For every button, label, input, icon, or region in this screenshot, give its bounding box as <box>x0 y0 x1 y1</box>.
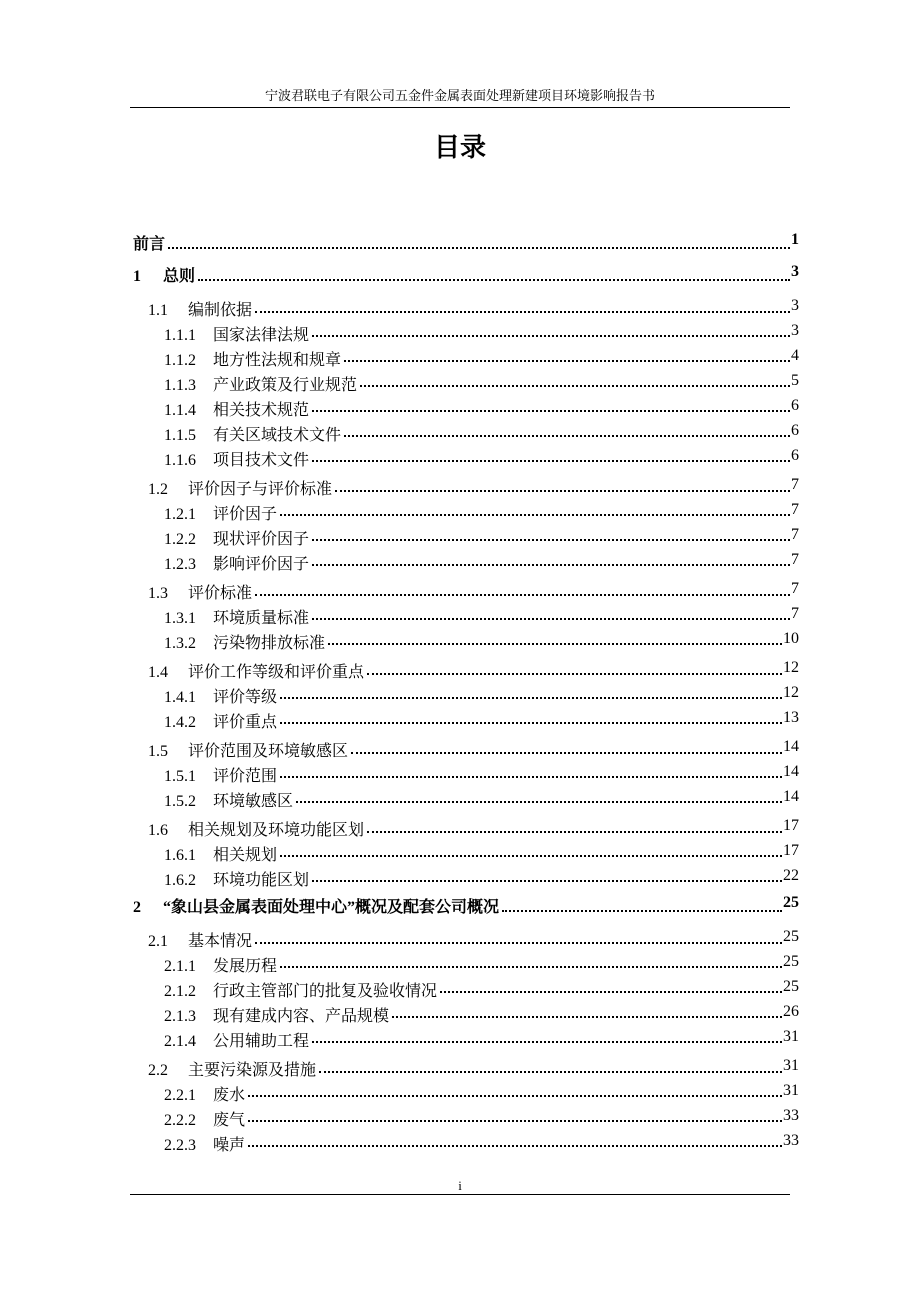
toc-entry[interactable] <box>133 974 799 999</box>
toc-entry-title: 有关区域技术文件 <box>213 427 342 444</box>
toc-entry-number: 1.4.1 <box>164 689 196 706</box>
toc-entry-number: 1.6.1 <box>164 847 196 864</box>
toc-entry-title: “象山县金属表面处理中心”概况及配套公司概况 <box>163 899 500 916</box>
toc-entry-number: 1.2.3 <box>164 556 196 573</box>
toc-entry-label <box>164 397 309 420</box>
toc-entry-page: 10 <box>783 630 799 647</box>
toc-entry-number: 1.3 <box>148 585 168 602</box>
toc-entry-label <box>164 842 277 865</box>
toc-dot-leader <box>280 722 782 724</box>
toc-entry-label <box>148 659 364 682</box>
toc-entry-page: 17 <box>783 817 799 834</box>
toc-entry-title: 噪声 <box>213 1137 246 1154</box>
toc-entry-title: 环境功能区划 <box>213 872 310 889</box>
toc-entry-number: 2.1.4 <box>164 1033 196 1050</box>
toc-entry-page: 33 <box>783 1132 799 1149</box>
toc-dot-leader <box>312 539 790 541</box>
toc-entry[interactable] <box>133 730 799 759</box>
toc-entry-title: 废水 <box>213 1087 246 1104</box>
toc-entry[interactable] <box>133 863 799 888</box>
toc-entry[interactable] <box>133 318 799 343</box>
toc-entry[interactable] <box>133 888 799 920</box>
toc-entry-number: 1.4.2 <box>164 714 196 731</box>
toc-entry[interactable] <box>133 522 799 547</box>
toc-entry-title: 总则 <box>163 268 196 285</box>
toc-entry-title: 环境质量标准 <box>213 610 310 627</box>
toc-entry-label <box>148 817 364 840</box>
toc-entry-label <box>148 1057 316 1080</box>
toc-entry-title: 评价范围 <box>213 768 278 785</box>
toc-entry-page: 25 <box>783 978 799 995</box>
toc-entry-page: 7 <box>791 476 799 493</box>
toc-dot-leader <box>360 385 790 387</box>
table-of-contents <box>133 225 799 1153</box>
toc-entry[interactable] <box>133 949 799 974</box>
toc-entry-number: 1.6 <box>148 822 168 839</box>
toc-dot-leader <box>312 618 790 620</box>
toc-entry-page: 14 <box>783 763 799 780</box>
toc-entry-label <box>164 447 309 470</box>
toc-entry-label <box>164 1003 389 1026</box>
toc-entry[interactable] <box>133 626 799 651</box>
toc-entry[interactable] <box>133 257 799 289</box>
toc-entry-title: 地方性法规和规章 <box>213 352 342 369</box>
toc-entry[interactable] <box>133 601 799 626</box>
footer-rule <box>130 1194 790 1195</box>
toc-dot-leader <box>168 247 790 249</box>
toc-entry-number: 1.5 <box>148 743 168 760</box>
toc-entry-number: 1.1.5 <box>164 427 196 444</box>
toc-dot-leader <box>280 776 782 778</box>
toc-dot-leader <box>296 801 782 803</box>
toc-entry-label <box>133 894 499 917</box>
toc-entry[interactable] <box>133 680 799 705</box>
toc-entry-page: 12 <box>783 684 799 701</box>
toc-entry[interactable] <box>133 651 799 680</box>
toc-entry[interactable] <box>133 1103 799 1128</box>
toc-entry-label <box>164 1028 309 1051</box>
toc-dot-leader <box>367 673 782 675</box>
toc-entry[interactable] <box>133 784 799 809</box>
toc-entry-page: 7 <box>791 605 799 622</box>
toc-entry-label <box>164 978 437 1001</box>
toc-entry-page: 33 <box>783 1107 799 1124</box>
toc-entry-label <box>133 231 165 254</box>
toc-entry-title: 基本情况 <box>188 933 253 950</box>
toc-entry-title: 影响评价因子 <box>213 556 310 573</box>
toc-dot-leader <box>440 991 782 993</box>
toc-entry-number: 1.3.1 <box>164 610 196 627</box>
toc-entry-number: 1.1.3 <box>164 377 196 394</box>
toc-entry-label <box>164 526 309 549</box>
toc-entry-page: 12 <box>783 659 799 676</box>
toc-entry-page: 14 <box>783 738 799 755</box>
toc-entry-label <box>164 1082 245 1105</box>
toc-entry-title: 评价标准 <box>188 585 253 602</box>
toc-entry-label <box>164 684 277 707</box>
toc-dot-leader <box>312 564 790 566</box>
toc-entry[interactable] <box>133 809 799 838</box>
toc-entry-page: 22 <box>783 867 799 884</box>
toc-entry[interactable] <box>133 418 799 443</box>
toc-entry-title: 相关规划及环境功能区划 <box>188 822 365 839</box>
toc-entry-page: 14 <box>783 788 799 805</box>
toc-entry-number: 2.1.2 <box>164 983 196 1000</box>
toc-entry-title: 环境敏感区 <box>213 793 294 810</box>
toc-entry-number: 1.2 <box>148 481 168 498</box>
toc-entry[interactable] <box>133 443 799 468</box>
toc-entry-number: 2.1.3 <box>164 1008 196 1025</box>
toc-entry[interactable] <box>133 999 799 1024</box>
toc-entry-number: 1.6.2 <box>164 872 196 889</box>
toc-dot-leader <box>280 514 790 516</box>
toc-entry-title: 国家法律法规 <box>213 327 310 344</box>
toc-entry-number: 2.2.2 <box>164 1112 196 1129</box>
toc-entry[interactable] <box>133 468 799 497</box>
toc-entry-title: 评价重点 <box>213 714 278 731</box>
toc-entry-label <box>164 501 277 524</box>
toc-entry-title: 主要污染源及措施 <box>188 1062 317 1079</box>
toc-entry-number: 2.1.1 <box>164 958 196 975</box>
toc-entry-page: 25 <box>783 928 799 945</box>
toc-dot-leader <box>280 966 782 968</box>
toc-entry-title: 前言 <box>133 236 166 253</box>
toc-entry-label <box>148 928 252 951</box>
toc-dot-leader <box>248 1145 782 1147</box>
toc-dot-leader <box>312 460 790 462</box>
toc-entry[interactable] <box>133 1049 799 1078</box>
toc-entry-page: 6 <box>791 447 799 464</box>
toc-entry-page: 3 <box>791 297 799 314</box>
toc-entry-number: 1.1.2 <box>164 352 196 369</box>
toc-dot-leader <box>280 855 782 857</box>
toc-dot-leader <box>502 910 782 912</box>
toc-entry-number: 1.1 <box>148 302 168 319</box>
toc-dot-leader <box>351 752 782 754</box>
toc-entry-number: 1.5.1 <box>164 768 196 785</box>
toc-entry-title: 污染物排放标准 <box>213 635 326 652</box>
toc-entry-page: 1 <box>791 231 799 248</box>
toc-entry-label <box>148 580 252 603</box>
toc-entry-number: 1.5.2 <box>164 793 196 810</box>
toc-entry-title: 公用辅助工程 <box>213 1033 310 1050</box>
toc-entry-title: 废气 <box>213 1112 246 1129</box>
toc-entry[interactable] <box>133 343 799 368</box>
toc-dot-leader <box>392 1016 782 1018</box>
toc-entry-label <box>164 1132 245 1155</box>
toc-entry-label <box>164 422 341 445</box>
toc-entry-label <box>164 763 277 786</box>
running-header: 宁波君联电子有限公司五金件金属表面处理新建项目环境影响报告书 <box>264 88 655 103</box>
toc-dot-leader <box>319 1071 782 1073</box>
toc-entry-number: 1.3.2 <box>164 635 196 652</box>
toc-entry-label <box>148 738 348 761</box>
toc-dot-leader <box>248 1120 782 1122</box>
toc-entry[interactable] <box>133 289 799 318</box>
toc-entry-label <box>164 605 309 628</box>
toc-dot-leader <box>255 594 790 596</box>
toc-entry-number: 2.1 <box>148 933 168 950</box>
toc-entry-title: 行政主管部门的批复及验收情况 <box>213 983 438 1000</box>
toc-entry-title: 现有建成内容、产品规模 <box>213 1008 390 1025</box>
toc-entry-label <box>164 709 277 732</box>
toc-entry-page: 7 <box>791 501 799 518</box>
toc-entry-page: 7 <box>791 551 799 568</box>
toc-entry[interactable] <box>133 572 799 601</box>
toc-dot-leader <box>344 360 790 362</box>
toc-entry[interactable] <box>133 1078 799 1103</box>
toc-entry-number: 2.2.1 <box>164 1087 196 1104</box>
toc-entry-title: 评价等级 <box>213 689 278 706</box>
toc-entry-label <box>164 372 357 395</box>
toc-entry-page: 17 <box>783 842 799 859</box>
toc-entry[interactable] <box>133 368 799 393</box>
toc-entry-title: 现状评价因子 <box>213 531 310 548</box>
toc-entry-title: 项目技术文件 <box>213 452 310 469</box>
toc-entry-label <box>164 1107 245 1130</box>
toc-entry-title: 产业政策及行业规范 <box>213 377 358 394</box>
toc-entry[interactable] <box>133 920 799 949</box>
toc-entry-page: 31 <box>783 1028 799 1045</box>
toc-entry-number: 1 <box>133 268 141 285</box>
toc-dot-leader <box>335 490 790 492</box>
page-title: 目录 <box>433 133 486 163</box>
toc-entry[interactable] <box>133 838 799 863</box>
toc-entry[interactable] <box>133 225 799 257</box>
toc-entry-label <box>164 867 309 890</box>
toc-entry-label <box>164 630 325 653</box>
toc-entry-number: 1.1.1 <box>164 327 196 344</box>
toc-entry-page: 7 <box>791 526 799 543</box>
toc-entry-page: 3 <box>791 263 799 280</box>
toc-entry-page: 5 <box>791 372 799 389</box>
toc-entry-page: 6 <box>791 422 799 439</box>
toc-entry-title: 发展历程 <box>213 958 278 975</box>
toc-dot-leader <box>255 942 782 944</box>
toc-entry-label <box>164 788 293 811</box>
toc-entry-number: 1.4 <box>148 664 168 681</box>
toc-entry[interactable] <box>133 1128 799 1153</box>
toc-entry-number: 2.2.3 <box>164 1137 196 1154</box>
toc-entry-page: 25 <box>783 953 799 970</box>
toc-dot-leader <box>328 643 782 645</box>
toc-dot-leader <box>255 311 790 313</box>
page-number: i <box>458 1178 462 1193</box>
toc-entry-label <box>164 953 277 976</box>
toc-entry-number: 1.1.6 <box>164 452 196 469</box>
toc-entry-page: 25 <box>783 894 799 911</box>
toc-entry-page: 26 <box>783 1003 799 1020</box>
toc-entry-label <box>164 347 341 370</box>
toc-entry[interactable] <box>133 1024 799 1049</box>
toc-entry-page: 31 <box>783 1057 799 1074</box>
toc-entry-page: 3 <box>791 322 799 339</box>
toc-entry-label <box>148 297 252 320</box>
toc-entry-title: 评价范围及环境敏感区 <box>188 743 349 760</box>
toc-dot-leader <box>344 435 790 437</box>
toc-entry-number: 2.2 <box>148 1062 168 1079</box>
toc-dot-leader <box>312 880 782 882</box>
toc-entry[interactable] <box>133 759 799 784</box>
toc-entry-number: 1.1.4 <box>164 402 196 419</box>
toc-dot-leader <box>280 697 782 699</box>
toc-dot-leader <box>312 1041 782 1043</box>
toc-entry-page: 7 <box>791 580 799 597</box>
toc-entry-title: 评价因子与评价标准 <box>188 481 333 498</box>
toc-entry-number: 1.2.2 <box>164 531 196 548</box>
toc-dot-leader <box>312 410 790 412</box>
toc-entry-label <box>164 322 309 345</box>
toc-entry[interactable] <box>133 547 799 572</box>
toc-entry-title: 相关技术规范 <box>213 402 310 419</box>
toc-dot-leader <box>367 831 782 833</box>
toc-entry-label <box>133 263 195 286</box>
toc-entry-title: 评价工作等级和评价重点 <box>188 664 365 681</box>
toc-entry-title: 相关规划 <box>213 847 278 864</box>
toc-entry-label <box>148 476 332 499</box>
toc-dot-leader <box>312 335 790 337</box>
toc-dot-leader <box>248 1095 782 1097</box>
toc-dot-leader <box>198 279 790 281</box>
toc-entry-number: 2 <box>133 899 141 916</box>
toc-entry-title: 评价因子 <box>213 506 278 523</box>
toc-entry-page: 6 <box>791 397 799 414</box>
toc-entry-title: 编制依据 <box>188 302 253 319</box>
toc-entry-number: 1.2.1 <box>164 506 196 523</box>
toc-entry-label <box>164 551 309 574</box>
toc-entry[interactable] <box>133 705 799 730</box>
toc-entry[interactable] <box>133 393 799 418</box>
toc-entry-page: 4 <box>791 347 799 364</box>
toc-entry-page: 31 <box>783 1082 799 1099</box>
header-rule <box>130 107 790 108</box>
toc-entry[interactable] <box>133 497 799 522</box>
toc-entry-page: 13 <box>783 709 799 726</box>
